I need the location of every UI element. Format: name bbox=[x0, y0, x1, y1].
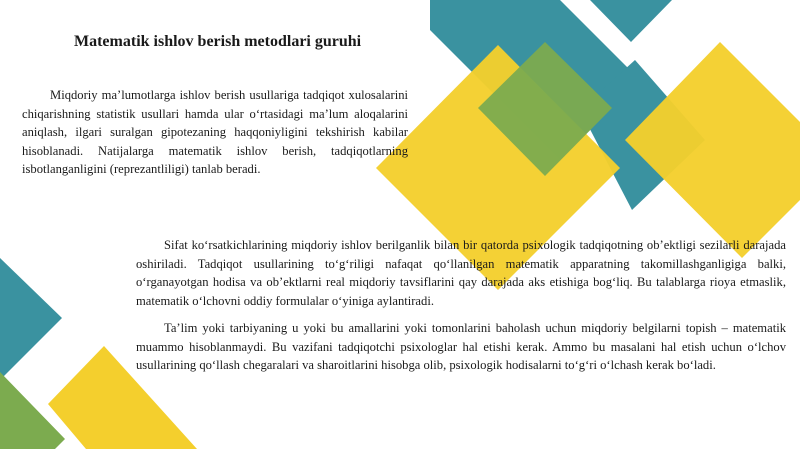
yellow-right-diamond-shape bbox=[625, 42, 800, 258]
paragraph-3: Ta’lim yoki tarbiyaning u yoki bu amallarini yoki tomonlarini baholash uchun miqdoriy belgilarni topish – matematik muammo hisoblanmaydi. Bu vazifani tadqiqotchi psixologlar hal etishi kerak. Ammo bu masalani hal etish uchun o‘lchov usullarining qo‘llash chegaralari va sharoitlarini hisobga olib, psixologik hodisalarni to‘g‘ri o‘lchash kerak bo‘ladi. bbox=[136, 321, 786, 372]
paragraph-1: Miqdoriy ma’lumotlarga ishlov berish usullariga tadqiqot xulosalarini chiqarishning statistik usullari hamda ular o‘rtasidagi ma’lum aloqalarini aniqlash, ilgari suralgan gipotezaning haqqoniyligini tekshirish kabilar hisoblanadi. Natijalarga matematik ishlov berish, tadqiqotlarning isbotlanganligini (reprezantliligi) tanlab beradi. bbox=[22, 88, 408, 176]
paragraph-2: Sifat ko‘rsatkichlarining miqdoriy ishlov berilganlik bilan bir qatorda psixologik tadqiqotning ob’ektligi sezilarli darajada oshiriladi. Tadqiqot usullarining to‘g‘riligi nafaqat qo‘llanilgan matematik apparatning takomillashganligiga balki, o‘rganayotgan hodisa va ob’ektlarni real miqdoriy tavsiflarini qay darajada aks etishiga bog‘liq. Bu talablarga rioya etmaslik, matematik o‘lchovni oddiy formulalar o‘yiniga aylantiradi. bbox=[136, 238, 786, 308]
teal-triangle-shape bbox=[590, 0, 672, 42]
teal-left-shape bbox=[0, 258, 62, 380]
slide-title: Matematik ishlov berish metodlari guruhi bbox=[74, 33, 362, 50]
